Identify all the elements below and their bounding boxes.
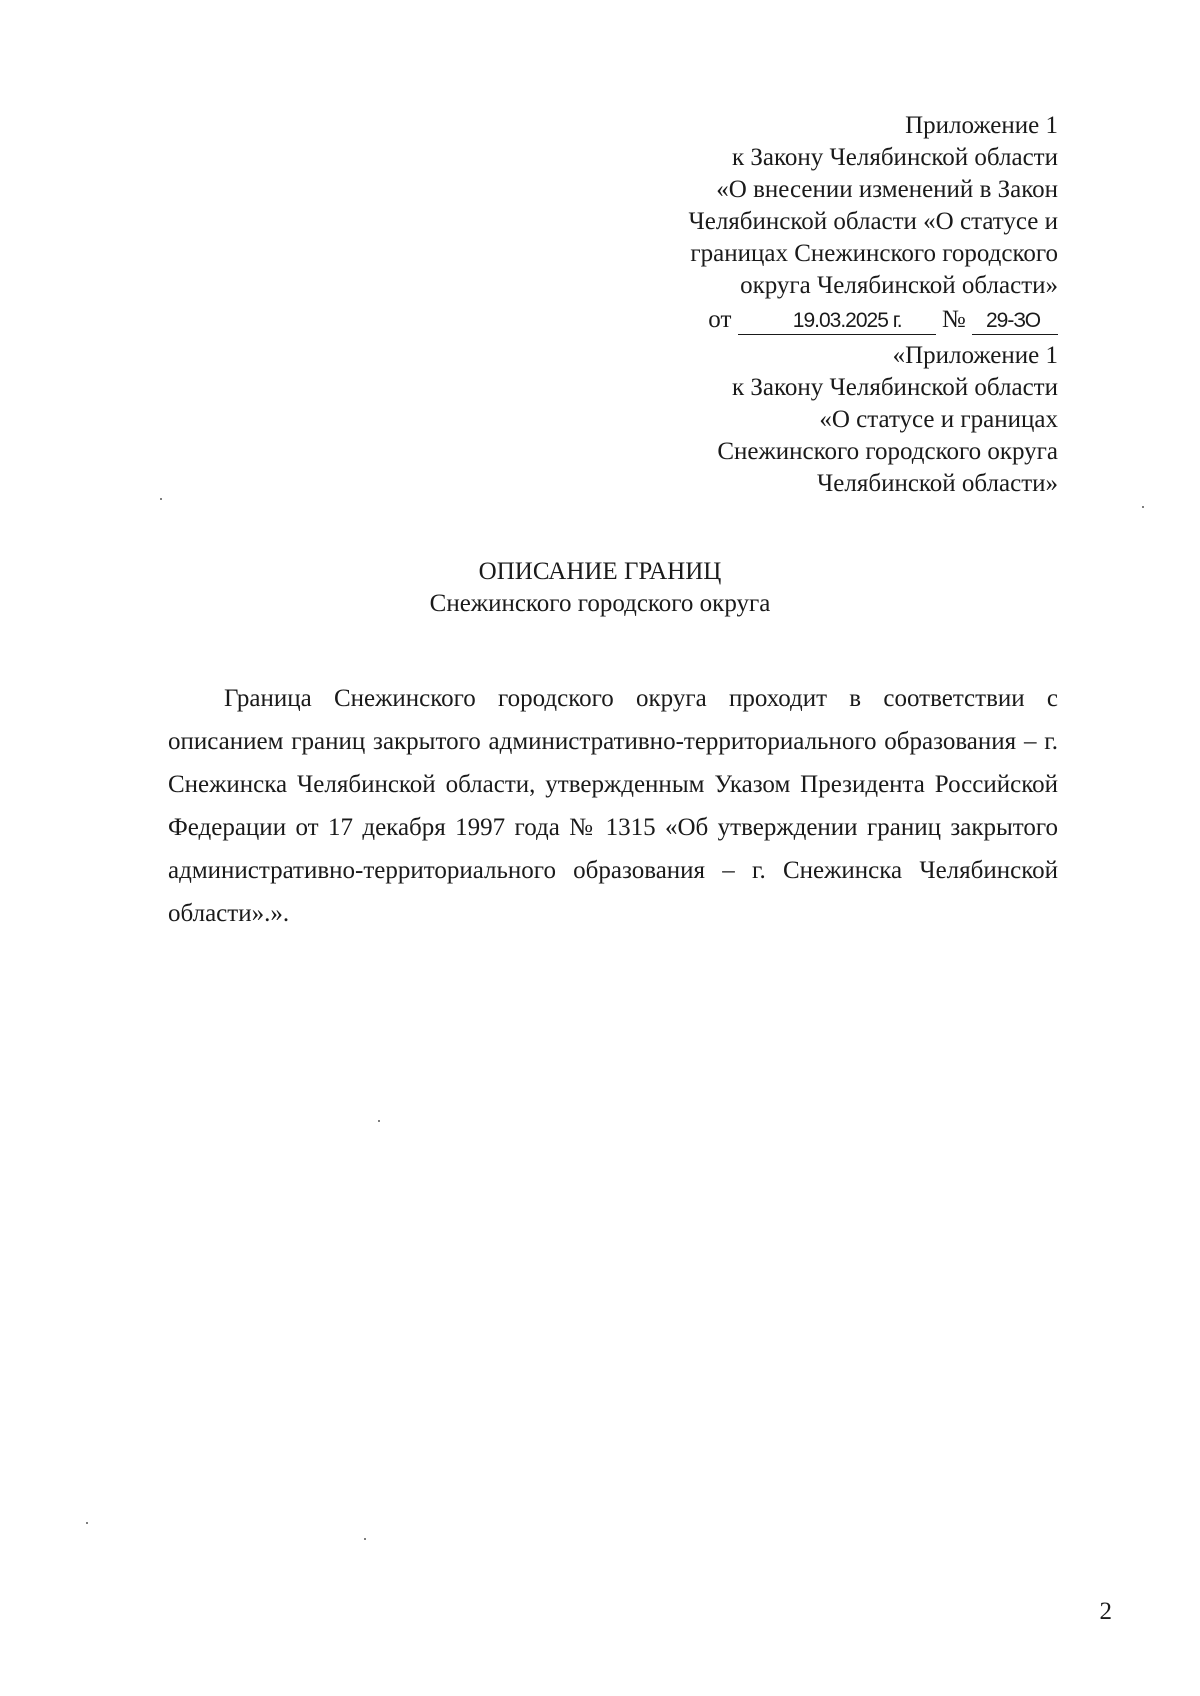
document-title: ОПИСАНИЕ ГРАНИЦ (478, 558, 722, 585)
prior-appendix-line: «О статусе и границах (819, 406, 1058, 433)
scan-speck (1142, 506, 1144, 508)
appendix-header-line: границах Снежинского городского (690, 240, 1058, 267)
law-number-field: 29-ЗО (972, 308, 1058, 335)
prior-appendix-line: к Закону Челябинской области (732, 374, 1058, 401)
boundary-description-paragraph: Граница Снежинского городского округа проходит в соответствии с описанием границ закрытого административно-территориального образования – г. Снежинска Челябинской области, утвержденным Указом Президента Российской Федерации от 17 декабря 1997 года № 1315 «Об утверждении границ закрытого административно-территориального образования – г. Снежинска Челябинской области».». (168, 685, 1058, 927)
prior-appendix-line: «Приложение 1 (892, 342, 1058, 369)
appendix-header-line: к Закону Челябинской области (732, 144, 1058, 171)
scan-speck (364, 1538, 366, 1540)
scan-speck (378, 1120, 380, 1122)
appendix-header-line: Приложение 1 (905, 112, 1058, 139)
scan-speck (160, 498, 162, 500)
prior-appendix-reference (717, 340, 1058, 500)
scan-speck (86, 1522, 88, 1524)
law-date-field: 19.03.2025 г. (738, 308, 936, 335)
prior-appendix-line: Челябинской области» (817, 470, 1058, 497)
document-title-block (0, 556, 1200, 620)
appendix-header-line: округа Челябинской области» (740, 272, 1058, 299)
page-number: 2 (1099, 1598, 1112, 1625)
from-prefix: от (708, 306, 732, 333)
document-subtitle: Снежинского городского округа (429, 590, 771, 617)
appendix-header (688, 110, 1058, 336)
number-symbol: № (941, 306, 966, 333)
prior-appendix-line: Снежинского городского округа (717, 438, 1058, 465)
law-date-number-line (688, 304, 1058, 336)
appendix-header-line: Челябинской области «О статусе и (688, 208, 1058, 235)
appendix-header-line: «О внесении изменений в Закон (716, 176, 1058, 203)
